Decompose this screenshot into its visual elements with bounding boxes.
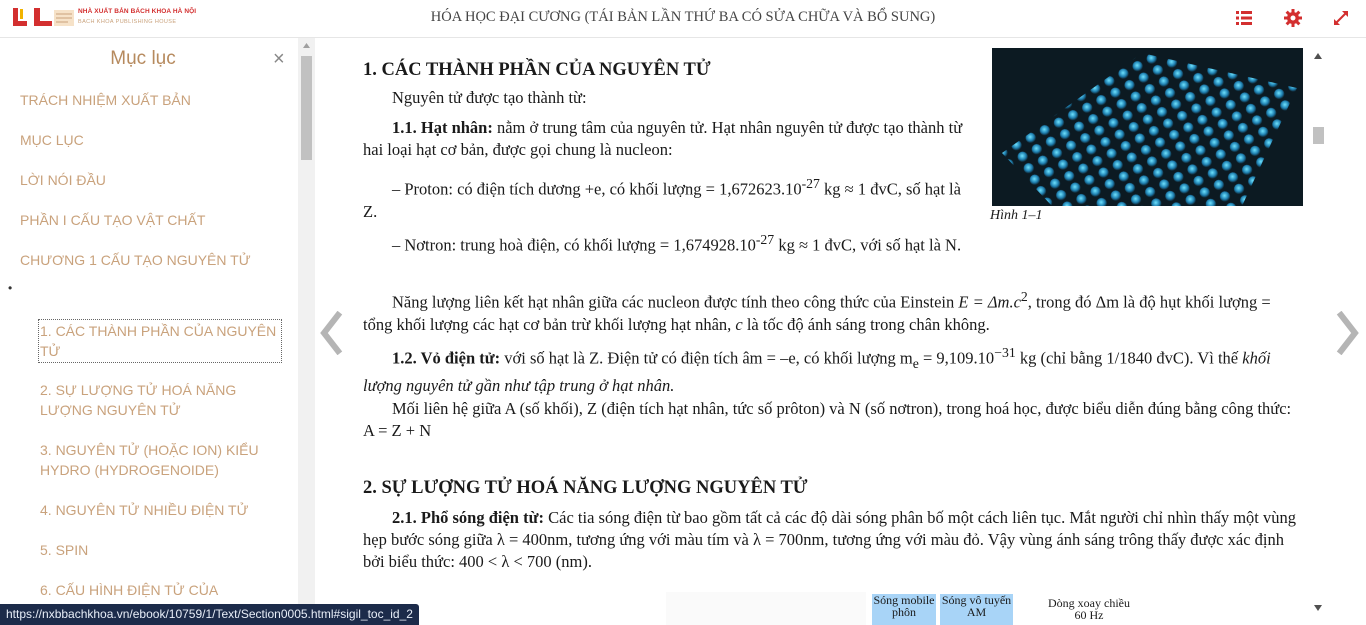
next-page-arrow-icon[interactable] bbox=[1335, 311, 1361, 355]
table-cell-am-radio: Sóng vô tuyến AM bbox=[940, 594, 1013, 625]
toc-subitem-2[interactable]: 2. SỰ LƯỢNG TỬ HOÁ NĂNG LƯỢNG NGUYÊN TỬ bbox=[40, 382, 237, 418]
nucleus-title: 1.1. Hạt nhân: bbox=[392, 118, 493, 137]
toc-subitem-1[interactable]: 1. CÁC THÀNH PHẦN CỦA NGUYÊN TỬ bbox=[40, 321, 280, 361]
logo-mark-icon bbox=[10, 6, 30, 28]
spectrum-table-blank-cell bbox=[666, 592, 866, 625]
binding-energy-paragraph bbox=[363, 286, 1301, 336]
electron-shell-title: 1.2. Vỏ điện tử: bbox=[392, 348, 501, 368]
energy-text-d: là tốc độ ánh sáng trong chân không. bbox=[742, 314, 990, 334]
expand-icon[interactable] bbox=[1331, 8, 1351, 28]
spectrum-text: Các tia sóng điện từ bao gồm tất cả các độ dài sóng phân bố một cách liên tục. Mắt người chỉ nhìn thấy một vùng hẹp bước sóng giữa λ = 400nm, tương ứng với màu tím và λ = 700nm, tương ứng với màu đỏ. Vậy vùng ánh sáng trông thấy được xác định bởi biểu thức: 400 < λ < 700 (nm). bbox=[363, 508, 1296, 571]
table-cell-mobile: Sóng mobile phôn bbox=[872, 594, 936, 625]
toc-item-publishing-responsibility[interactable]: TRÁCH NHIỆM XUẤT BẢN bbox=[20, 92, 191, 108]
publisher-logo[interactable] bbox=[10, 4, 197, 32]
energy-text-b: , trong đó Δm là độ hụt khối lượng = tổng khối lượng các hạt cơ bản trừ khối lượng hạt nhân, bbox=[363, 292, 1271, 334]
prev-page-arrow-icon[interactable] bbox=[318, 311, 344, 355]
spectrum-title: 2.1. Phổ sóng điện từ: bbox=[392, 508, 545, 527]
electron-italic-note: khối lượng nguyên tử gần như tập trung ở hạt nhân. bbox=[363, 348, 1271, 395]
list-bullet: • bbox=[8, 281, 13, 295]
proton-text-a: – Proton: có điện tích dương +e, có khối lượng = 1,672623.10 bbox=[392, 179, 802, 199]
toc-item-chapter-1[interactable]: CHƯƠNG 1 CẤU TẠO NGUYÊN TỬ bbox=[20, 252, 251, 268]
top-bar bbox=[0, 0, 1366, 38]
neutron-exponent: -27 bbox=[755, 232, 775, 247]
electron-text-c: kg (chỉ bằng 1/1840 đvC). Vì thế bbox=[1015, 348, 1243, 368]
book-title: HÓA HỌC ĐẠI CƯƠNG (TÁI BẢN LẦN THỨ BA CÓ SỬA CHỮA VÀ BỔ SUNG) bbox=[430, 9, 936, 25]
energy-text-a: Năng lượng liên kết hạt nhân giữa các nucleon được tính theo công thức của Einstein bbox=[392, 292, 959, 312]
toc-subitem-4[interactable]: 4. NGUYÊN TỬ NHIỀU ĐIỆN TỬ bbox=[40, 502, 249, 518]
proton-paragraph bbox=[363, 173, 963, 223]
nucleus-paragraph bbox=[363, 117, 963, 161]
neutron-text-b: kg ≈ 1 đvC, với số hạt là N. bbox=[774, 235, 962, 255]
electron-text-a: với số hạt là Z. Điện tử có điện tích âm = –e, có khối lượng m bbox=[500, 348, 913, 368]
electron-text-b: = 9,109.10 bbox=[918, 348, 995, 368]
logo-book-icon bbox=[32, 6, 76, 28]
section-heading-1: 1. CÁC THÀNH PHẦN CỦA NGUYÊN TỬ bbox=[363, 60, 711, 80]
toc-item-contents[interactable]: MỤC LỤC bbox=[20, 132, 84, 148]
electron-exponent: −31 bbox=[994, 345, 1016, 360]
proton-text-b: kg ≈ 1 đvC, số hạt là Z. bbox=[363, 179, 961, 221]
toc-item-part-1[interactable]: PHẦN I CẤU TẠO VẬT CHẤT bbox=[20, 212, 206, 228]
close-icon[interactable]: × bbox=[273, 48, 285, 70]
relation-paragraph: Mối liên hệ giữa A (số khối), Z (điện tích hạt nhân, tức số prôton) và N (số nơtron), trong hoá học, được biểu diễn đúng bằng công thức: A = Z + N bbox=[363, 399, 1292, 440]
publisher-name: NHÀ XUẤT BẢN BÁCH KHOA HÀ NỘI bbox=[78, 8, 197, 15]
scroll-up-arrow-icon[interactable] bbox=[301, 41, 312, 51]
status-bar-url: https://nxbbachkhoa.vn/ebook/10759/1/Text/Section0005.html#sigil_toc_id_2 bbox=[0, 604, 419, 625]
energy-exponent: 2 bbox=[1020, 289, 1028, 304]
sidebar-scroll-thumb[interactable] bbox=[301, 56, 312, 160]
toc-item-preface[interactable]: LỜI NÓI ĐẦU bbox=[20, 172, 106, 188]
toc-sidebar bbox=[0, 38, 298, 625]
figure-atom-surface bbox=[992, 48, 1303, 206]
intro-paragraph: Nguyên tử được tạo thành từ: bbox=[392, 88, 587, 107]
toc-title: Mục lục bbox=[110, 48, 176, 69]
neutron-text-a: – Nơtron: trung hoà điện, có khối lượng = 1,674928.10 bbox=[392, 235, 756, 255]
proton-exponent: -27 bbox=[801, 176, 820, 191]
figure-caption: Hình 1–1 bbox=[990, 208, 1043, 223]
electron-shell-paragraph bbox=[363, 342, 1301, 397]
section-heading-2: 2. SỰ LƯỢNG TỬ HOÁ NĂNG LƯỢNG NGUYÊN TỬ bbox=[363, 478, 808, 498]
neutron-paragraph bbox=[363, 229, 965, 257]
publisher-house: BACH KHOA PUBLISHING HOUSE bbox=[78, 19, 177, 25]
einstein-formula: E = Δm.c bbox=[958, 292, 1021, 312]
electron-subscript: e bbox=[912, 355, 919, 371]
energy-c-symbol: c bbox=[735, 314, 743, 334]
content-scroll-up-icon[interactable] bbox=[1313, 52, 1323, 60]
atom-surface-image bbox=[992, 48, 1303, 206]
toc-subitem-6[interactable]: 6. CẤU HÌNH ĐIỆN TỬ CỦA bbox=[40, 582, 219, 598]
spectrum-paragraph bbox=[363, 507, 1303, 573]
table-cell-ac-60hz: Dòng xoay chiều 60 Hz bbox=[1048, 597, 1130, 622]
nucleus-text: nằm ở trung tâm của nguyên tử. Hạt nhân nguyên tử được tạo thành từ hai loại hạt cơ bản, được gọi chung là nucleon: bbox=[363, 118, 963, 159]
list-icon[interactable] bbox=[1234, 8, 1254, 28]
toc-subitem-3[interactable]: 3. NGUYÊN TỬ (HOẶC ION) KIỂU HYDRO (HYDROGENOIDE) bbox=[40, 442, 259, 478]
content-scroll-thumb[interactable] bbox=[1313, 127, 1324, 144]
toc-subitem-5[interactable]: 5. SPIN bbox=[40, 542, 89, 558]
gear-icon[interactable] bbox=[1283, 8, 1303, 28]
page-content bbox=[363, 48, 1309, 625]
content-scroll-down-icon[interactable] bbox=[1313, 604, 1323, 612]
